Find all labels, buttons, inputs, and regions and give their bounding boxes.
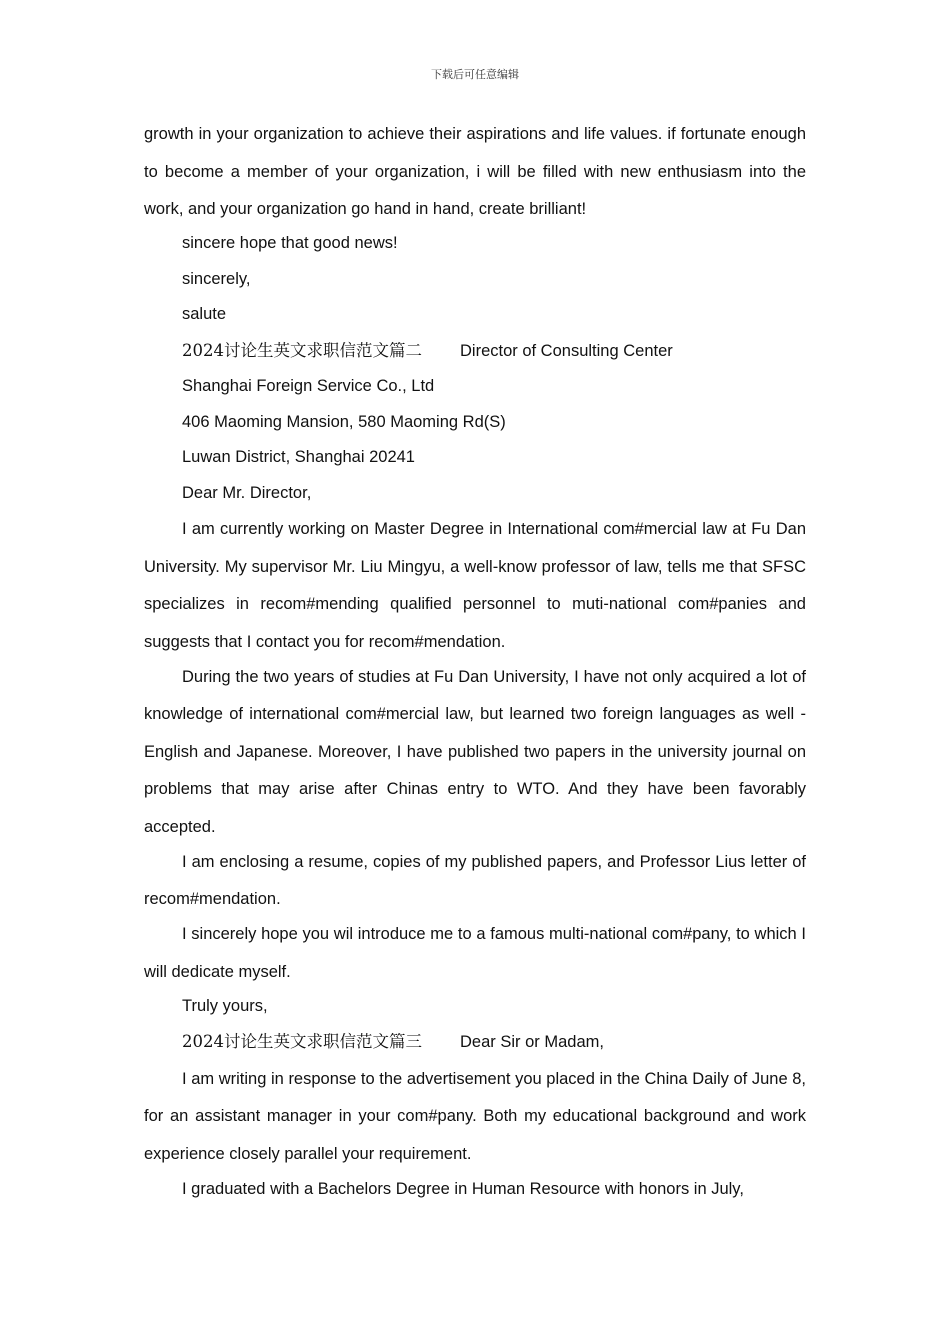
section-heading-2 xyxy=(144,333,806,370)
paragraph-studies: During the two years of studies at Fu Dan University, I have not only acquired a lot of knowledge of international com#mercial law, but learned two foreign languages as well -English and Japanese. Moreover, I have published two papers in the university journal on problems that may arise after Chinas entry to WTO. And they have been favorably accepted. xyxy=(144,667,806,836)
line-salute: salute xyxy=(182,305,227,323)
greeting-director: Dear Mr. Director, xyxy=(182,483,312,502)
section-heading-3 xyxy=(144,1024,806,1061)
line-sincerely: sincerely, xyxy=(182,269,251,288)
paragraph-advertisement: I am writing in response to the advertisement you placed in the China Daily of June 8, for an assistant manager in your com#pany. Both my educational background and work experience closely parallel your requirement. xyxy=(144,1069,806,1163)
section-title-2: 2024讨论生英文求职信范文篇二 xyxy=(182,340,422,360)
paragraph-growth: growth in your organization to achieve their aspirations and life values. if fortunate enough to become a member of your organization, i will be filled with new enthusiasm into the work, and your organization go hand in hand, create brilliant! xyxy=(144,125,806,218)
section-title-3: 2024讨论生英文求职信范文篇三 xyxy=(182,1032,422,1051)
page-header: 下载后可任意编辑 xyxy=(431,68,519,81)
document-body xyxy=(144,116,806,1206)
recipient-title: Director of Consulting Center xyxy=(460,341,673,360)
address-line-street: 406 Maoming Mansion, 580 Maoming Rd(S) xyxy=(182,412,506,431)
address-line-company: Shanghai Foreign Service Co., Ltd xyxy=(182,377,435,395)
address-line-district: Luwan District, Shanghai 20241 xyxy=(182,448,415,466)
greeting-sir-madam: Dear Sir or Madam, xyxy=(460,1033,604,1051)
paragraph-enclosing: I am enclosing a resume, copies of my published papers, and Professor Lius letter of recom#mendation. xyxy=(144,852,806,908)
paragraph-hope: I sincerely hope you wil introduce me to a famous multi-national com#pany, to which I will dedicate myself. xyxy=(144,925,806,981)
paragraph-graduated: I graduated with a Bachelors Degree in Human Resource with honors in July, xyxy=(182,1179,744,1198)
line-sincere-hope: sincere hope that good news! xyxy=(182,234,398,252)
closing-truly-yours: Truly yours, xyxy=(182,996,268,1015)
paragraph-master-degree: I am currently working on Master Degree in International com#mercial law at Fu Dan University. My supervisor Mr. Liu Mingyu, a well-know professor of law, tells me that SFSC specializes in recom#mending qualified personnel to muti-national com#panies and suggests that I contact you for recom#mendation. xyxy=(144,520,806,651)
